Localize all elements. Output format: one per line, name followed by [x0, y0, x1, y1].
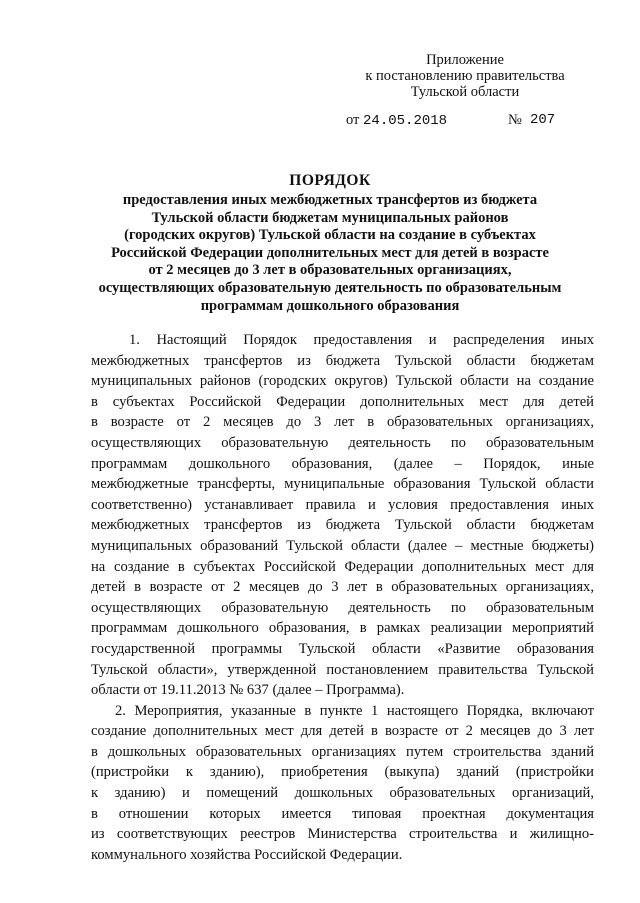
paragraph-line: муниципальных районов (городских округов) Тульской области на создание: [91, 373, 594, 390]
paragraph-line: (пристройки к зданию), приобретения (выкупа) зданий (пристройки: [91, 764, 594, 781]
subtitle-line: предоставления иных межбюджетных трансфертов из бюджета: [122, 192, 538, 208]
paragraph-1: [91, 330, 594, 701]
paragraph-line: к зданию) и помещений дошкольных образовательных организаций,: [91, 785, 594, 802]
paragraph-line: государственной программы Тульской области «Развитие образования: [91, 640, 594, 657]
paragraph-line: Тульской области», утвержденной постановлением правительства Тульской: [91, 661, 594, 678]
subtitle-line: Российской Федерации дополнительных мест для детей в возрасте: [111, 244, 549, 261]
number-sign: №: [508, 112, 522, 128]
paragraph-line: программам дошкольного образования, (далее – Порядок, иные: [91, 455, 594, 472]
paragraph-line: межбюджетных трансфертов из бюджета Тульской области бюджетам: [91, 517, 594, 534]
document-title: ПОРЯДОК: [289, 172, 371, 189]
paragraph-line: в возрасте от 2 месяцев до 3 лет в образовательных организациях,: [91, 414, 594, 431]
paragraph-line: коммунального хозяйства Российской Федерации.: [91, 846, 403, 863]
paragraph-line: детей в возрасте от 2 месяцев до 3 лет в образовательных организациях,: [91, 579, 594, 596]
paragraph-line: осуществляющих образовательную деятельность по образовательным: [91, 434, 594, 451]
paragraph-2: [91, 701, 594, 866]
paragraph-line: в отношении которых имеется типовая проектная документация: [91, 805, 594, 822]
paragraph-line: осуществляющих образовательную деятельность по образовательным: [91, 599, 594, 616]
subtitle-line: осуществляющих образовательную деятельность по образовательным: [98, 279, 562, 296]
subtitle-line: Тульской области бюджетам муниципальных районов: [151, 209, 509, 226]
paragraph-line: межбюджетные трансферты, муниципальные образования Тульской области: [91, 476, 594, 493]
paragraph-line: 2. Мероприятия, указанные в пункте 1 настоящего Порядка, включают: [115, 702, 594, 719]
paragraph-line: из соответствующих реестров Министерства строительства и жилищно-: [91, 826, 594, 843]
appendix-line-1: Приложение: [426, 52, 504, 68]
date-number-line: [346, 112, 596, 129]
paragraph-line: соответственно) устанавливает правила и условия предоставления иных: [91, 496, 594, 513]
paragraph-line: программам дошкольного образования, в рамках реализации мероприятий: [91, 620, 594, 637]
paragraph-line: на создание в субъектах Российской Федерации дополнительных мест для: [91, 558, 594, 575]
document-date: 24.05.2018: [363, 113, 448, 129]
paragraph-line: создание дополнительных мест для детей в возрасте от 2 месяцев до 3 лет: [91, 723, 594, 740]
paragraph-line: области от 19.11.2013 № 637 (далее – Программа).: [91, 682, 405, 699]
document-subtitle: [80, 192, 580, 315]
subtitle-line: программам дошкольного образования: [200, 297, 460, 314]
appendix-line-2: к постановлению правительства: [365, 68, 565, 84]
paragraph-line: 1. Настоящий Порядок предоставления и распределения иных: [129, 332, 594, 348]
appendix-block: [340, 52, 590, 100]
subtitle-line: от 2 месяцев до 3 лет в образовательных организациях,: [148, 262, 512, 279]
paragraph-line: муниципальных образований Тульской области (далее – местные бюджеты): [91, 537, 594, 554]
subtitle-line: (городских округов) Тульской области на создание в субъектах: [124, 227, 536, 244]
paragraph-line: межбюджетных трансфертов из бюджета Тульской области бюджетам: [91, 352, 594, 369]
paragraph-line: в субъектах Российской Федерации дополнительных мест для детей: [91, 393, 594, 410]
document-number: 207: [530, 112, 556, 128]
paragraph-line: в дошкольных образовательных организациях путем строительства зданий: [91, 743, 594, 760]
appendix-line-3: Тульской области: [410, 84, 520, 100]
body-text: [91, 330, 594, 865]
date-prefix: от: [346, 112, 360, 128]
